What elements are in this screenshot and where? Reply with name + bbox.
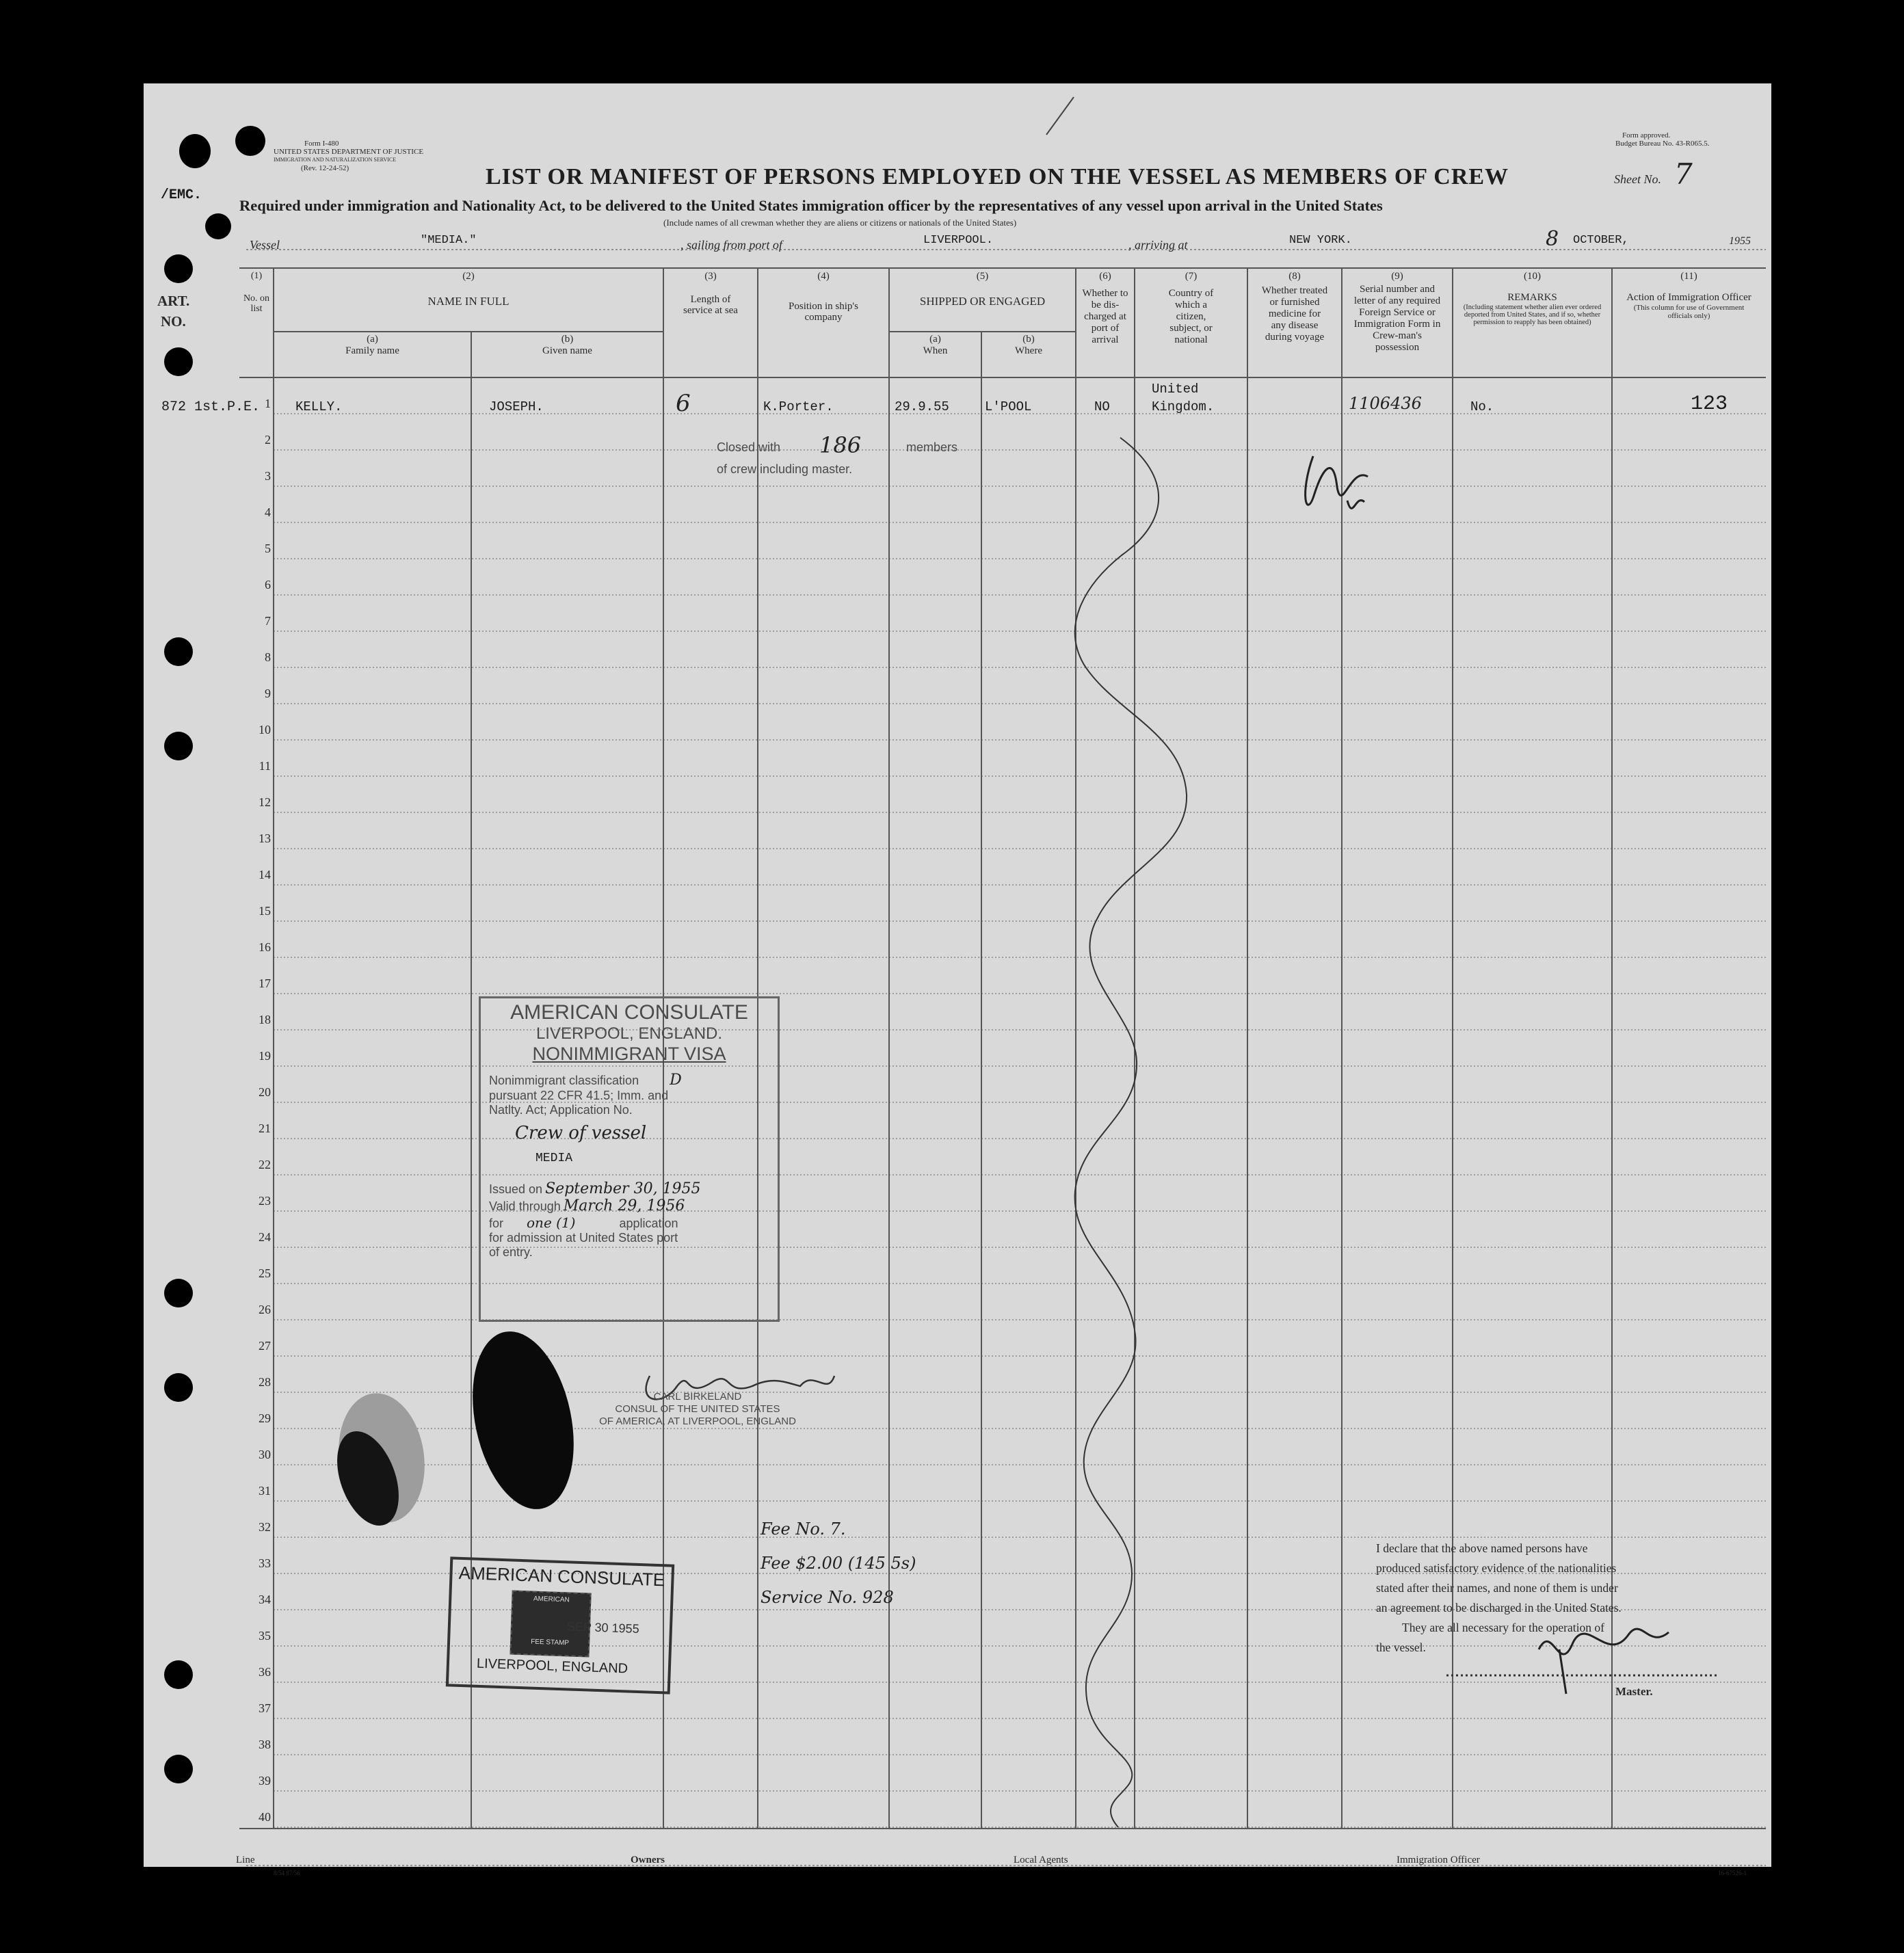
fee-stamp-box bbox=[446, 1556, 674, 1694]
col2b-number: (b) bbox=[561, 334, 574, 345]
col1-number: (1) bbox=[250, 271, 263, 281]
arriving-port: NEW YORK. bbox=[1289, 234, 1352, 247]
punch-hole bbox=[164, 1373, 193, 1402]
col10-number: (10) bbox=[1524, 271, 1541, 282]
col5a-header bbox=[889, 334, 981, 357]
col4-number: (4) bbox=[817, 271, 830, 282]
col11-number: (11) bbox=[1680, 271, 1697, 282]
row-number: 6 bbox=[265, 578, 271, 592]
approval-block bbox=[1615, 131, 1709, 148]
col8-label: Whether treated or furnished medicine for any disease during voyage bbox=[1261, 285, 1328, 343]
col5-number: (5) bbox=[976, 271, 989, 282]
visa-issued-line bbox=[489, 1180, 778, 1197]
row1-length-of-service: 6 bbox=[676, 390, 691, 417]
col2a-number: (a) bbox=[367, 334, 378, 345]
sailing-port: LIVERPOOL. bbox=[923, 234, 994, 247]
nonimmigrant-visa-stamp bbox=[479, 996, 780, 1322]
art-label: ART. bbox=[157, 293, 190, 309]
col8-header bbox=[1247, 271, 1342, 343]
row-number: 17 bbox=[259, 976, 271, 990]
row-number: 32 bbox=[259, 1520, 271, 1534]
department-name: UNITED STATES DEPARTMENT OF JUSTICE bbox=[274, 148, 424, 156]
classification-label: Nonimmigrant classification bbox=[489, 1074, 639, 1087]
row-number: 21 bbox=[259, 1121, 271, 1135]
col11-sublabel: (This column for use of Government officials only) bbox=[1633, 304, 1745, 320]
row-number: 33 bbox=[259, 1556, 271, 1570]
col5-header bbox=[889, 271, 1076, 308]
col2-number: (2) bbox=[462, 271, 475, 282]
budget-bureau: Budget Bureau No. 43-R065.5. bbox=[1615, 140, 1710, 148]
row1-officer-action: 123 bbox=[1691, 393, 1728, 416]
row1-shipped-when: 29.9.55 bbox=[895, 399, 949, 414]
col8-number: (8) bbox=[1288, 271, 1301, 282]
row-number: 3 bbox=[265, 469, 271, 483]
row1-position: K.Porter. bbox=[763, 399, 834, 414]
col9-header bbox=[1342, 271, 1453, 354]
row-number: 36 bbox=[259, 1665, 271, 1679]
footer-line-label: Line bbox=[236, 1855, 255, 1865]
consul-block bbox=[588, 1391, 807, 1428]
col2b-label: Given name bbox=[542, 345, 592, 356]
col7-header bbox=[1135, 271, 1247, 346]
crew-count: 186 bbox=[819, 432, 862, 458]
punch-hole bbox=[164, 1660, 193, 1689]
row1-family-name: KELLY. bbox=[295, 399, 343, 414]
col10-header bbox=[1453, 271, 1612, 326]
row1-shipped-where: L'POOL bbox=[985, 399, 1032, 414]
col5a-label: When bbox=[923, 345, 948, 356]
row-number: 16 bbox=[259, 940, 271, 954]
declaration-line5: They are all necessary for the operation of bbox=[1402, 1621, 1604, 1634]
consul-place: OF AMERICA, AT LIVERPOOL, ENGLAND bbox=[599, 1416, 796, 1427]
include-note: (Include names of all crewman whether they are aliens or citizens or nationals of the United States) bbox=[663, 217, 1017, 228]
row-number: 14 bbox=[259, 868, 271, 881]
visa-stamp-title: AMERICAN CONSULATE bbox=[510, 1001, 748, 1024]
visa-valid-line bbox=[489, 1197, 778, 1214]
declaration-line6: the vessel. bbox=[1376, 1640, 1426, 1654]
row-number: 9 bbox=[265, 687, 271, 700]
row1-remarks: No. bbox=[1470, 399, 1494, 414]
row-number: 29 bbox=[259, 1411, 271, 1425]
declaration-line1: I declare that the above named persons have bbox=[1376, 1541, 1588, 1555]
fee-stamp-date: SEP 30 1955 bbox=[566, 1619, 640, 1636]
row-number: 38 bbox=[259, 1738, 271, 1751]
col5a-number: (a) bbox=[929, 334, 941, 345]
col9-label: Serial number and letter of any required Foreign Service or Immigration Form in Crew-man's possession bbox=[1353, 284, 1441, 353]
manifest-page bbox=[144, 83, 1771, 1876]
row-number: 25 bbox=[259, 1266, 271, 1280]
footer-agents-label: Local Agents bbox=[1014, 1855, 1068, 1865]
row-number: 5 bbox=[265, 542, 271, 555]
master-declaration bbox=[1376, 1539, 1766, 1658]
form-id-block bbox=[274, 140, 423, 172]
consul-title: CONSUL OF THE UNITED STATES bbox=[615, 1403, 780, 1415]
service-name: IMMIGRATION AND NATURALIZATION SERVICE bbox=[274, 157, 397, 163]
closed-note-line2: of crew including master. bbox=[717, 462, 853, 476]
arrival-month: OCTOBER, bbox=[1573, 234, 1629, 247]
visa-stamp-city: LIVERPOOL, ENGLAND. bbox=[536, 1024, 723, 1043]
sheet-label: Sheet No. bbox=[1614, 172, 1661, 186]
row-number: 23 bbox=[259, 1194, 271, 1208]
row-number: 1 bbox=[265, 397, 271, 410]
fee-stamp-top: AMERICAN bbox=[533, 1595, 570, 1604]
punch-hole bbox=[164, 347, 193, 376]
vessel-label: Vessel bbox=[250, 238, 280, 252]
wavy-line bbox=[1075, 438, 1187, 1827]
col6-number: (6) bbox=[1099, 271, 1111, 282]
col4-label: Position in ship's company bbox=[789, 301, 858, 323]
col1-label: No. on list bbox=[243, 293, 270, 314]
closed-with-label: Closed with bbox=[717, 440, 781, 454]
col6-header bbox=[1076, 271, 1135, 346]
article-entry: 872 1st.P.E. bbox=[161, 399, 261, 415]
footer-code: 8/54 87/56 bbox=[274, 1870, 300, 1876]
inspector-initials bbox=[1306, 456, 1368, 508]
punch-hole bbox=[164, 732, 193, 760]
classification-value: D bbox=[670, 1072, 682, 1089]
col11-header bbox=[1612, 271, 1766, 320]
approval-line: Form approved. bbox=[1622, 131, 1671, 140]
footer-owners-label: Owners bbox=[631, 1855, 665, 1865]
fee-number: Fee No. 7. bbox=[761, 1519, 846, 1539]
row-number: 37 bbox=[259, 1701, 271, 1715]
application-label: application bbox=[619, 1217, 678, 1230]
row-number: 18 bbox=[259, 1013, 271, 1026]
punch-hole bbox=[205, 213, 231, 239]
embossed-seal-dark bbox=[458, 1322, 589, 1518]
col6-label: Whether to be dis-charged at port of arrival bbox=[1082, 288, 1128, 345]
row-number: 34 bbox=[259, 1593, 271, 1606]
punch-hole bbox=[164, 1755, 193, 1783]
col10-sublabel: (Including statement whether alien ever ordered deported from United States, and if so, whether permission to reapply has been obtained) bbox=[1463, 304, 1602, 326]
punch-hole bbox=[164, 254, 193, 283]
issued-date: September 30, 1955 bbox=[545, 1180, 701, 1197]
col2-header bbox=[274, 271, 663, 308]
valid-label: Valid through bbox=[489, 1199, 561, 1213]
master-label: Master. bbox=[1615, 1685, 1653, 1698]
form-number: Form I-480 bbox=[304, 140, 339, 148]
row-number: 31 bbox=[259, 1484, 271, 1498]
for-value: one (1) bbox=[527, 1214, 576, 1231]
fee-stamp-title: AMERICAN CONSULATE bbox=[458, 1562, 665, 1591]
manifest-title: LIST OR MANIFEST OF PERSONS EMPLOYED ON THE VESSEL AS MEMBERS OF CREW bbox=[486, 164, 1509, 189]
col7-label: Country of which a citizen, subject, or national bbox=[1168, 288, 1214, 345]
fee-stamp-city: LIVERPOOL, ENGLAND bbox=[476, 1656, 629, 1677]
fee-amount: Fee $2.00 (145 5s) bbox=[761, 1554, 916, 1573]
row1-country-line2: Kingdom. bbox=[1152, 399, 1215, 414]
valid-date: March 29, 1956 bbox=[563, 1197, 685, 1214]
col3-number: (3) bbox=[704, 271, 717, 282]
punch-hole bbox=[235, 126, 265, 156]
row-number: 12 bbox=[259, 795, 271, 809]
col10-label: REMARKS bbox=[1507, 292, 1557, 303]
punch-hole bbox=[164, 1279, 193, 1307]
row1-serial-number: 1106436 bbox=[1349, 394, 1422, 413]
visa-vessel: MEDIA bbox=[536, 1152, 573, 1165]
row-number: 27 bbox=[259, 1339, 271, 1353]
row-number: 7 bbox=[265, 614, 271, 628]
vessel-name: "MEDIA." bbox=[421, 234, 477, 247]
row1-country-line1: United bbox=[1152, 382, 1199, 397]
sheet-number: 7 bbox=[1674, 157, 1693, 191]
col3-header bbox=[663, 271, 758, 316]
declaration-line3: stated after their names, and none of them is under bbox=[1376, 1581, 1618, 1595]
row-number: 30 bbox=[259, 1448, 271, 1461]
for-label: for bbox=[489, 1217, 504, 1230]
punch-hole bbox=[164, 637, 193, 666]
row-number: 35 bbox=[259, 1629, 271, 1643]
sailing-label: , sailing from port of bbox=[680, 238, 782, 252]
row-number: 26 bbox=[259, 1303, 271, 1316]
col5b-header bbox=[981, 334, 1076, 357]
footer-code2: 16-67526-1 bbox=[1718, 1870, 1747, 1876]
row-number: 8 bbox=[265, 650, 271, 664]
col2b-header bbox=[471, 334, 663, 357]
issued-label: Issued on bbox=[489, 1182, 543, 1196]
fee-stamp-bottom: FEE STAMP bbox=[530, 1638, 570, 1647]
row-number: 39 bbox=[259, 1774, 271, 1788]
no-label: NO. bbox=[161, 313, 186, 330]
row-number: 19 bbox=[259, 1049, 271, 1063]
consul-name: CARL BIRKELAND bbox=[653, 1391, 742, 1403]
arrival-day: 8 bbox=[1546, 227, 1559, 251]
col5b-label: Where bbox=[1015, 345, 1042, 356]
col4-header bbox=[758, 271, 889, 323]
row-number: 28 bbox=[259, 1375, 271, 1389]
col9-number: (9) bbox=[1391, 271, 1403, 282]
visa-for-line bbox=[489, 1214, 778, 1231]
row-number: 2 bbox=[265, 433, 271, 447]
row-number: 40 bbox=[259, 1810, 271, 1824]
row-number: 10 bbox=[259, 723, 271, 736]
col5b-number: (b) bbox=[1022, 334, 1035, 345]
service-number: Service No. 928 bbox=[761, 1588, 894, 1607]
row-number: 20 bbox=[259, 1085, 271, 1099]
row-number: 15 bbox=[259, 904, 271, 918]
declaration-line4: an agreement to be discharged in the United States. bbox=[1376, 1601, 1622, 1615]
visa-crew: Crew of vessel bbox=[515, 1123, 647, 1143]
col5-label: SHIPPED OR ENGAGED bbox=[919, 295, 1046, 308]
row-number: 22 bbox=[259, 1158, 271, 1171]
revision-date: (Rev. 12-24-52) bbox=[301, 164, 349, 172]
manifest-subtitle: Required under immigration and Nationality Act, to be delivered to the United States immigration officer by the representatives of any vessel upon arrival in the United States bbox=[239, 197, 1383, 214]
col3-label: Length of service at sea bbox=[683, 294, 738, 316]
members-label: members bbox=[906, 440, 958, 454]
visa-pursuant: pursuant 22 CFR 41.5; Imm. and bbox=[489, 1089, 669, 1102]
row1-given-name: JOSEPH. bbox=[489, 399, 544, 414]
col7-number: (7) bbox=[1185, 271, 1198, 282]
arriving-label: , arriving at bbox=[1128, 238, 1188, 252]
emc-mark: /EMC. bbox=[161, 187, 202, 203]
col1-header bbox=[239, 271, 274, 314]
visa-admission: for admission at United States port bbox=[489, 1231, 678, 1245]
visa-natlty: Natlty. Act; Application No. bbox=[489, 1103, 633, 1117]
row1-discharged: NO bbox=[1094, 399, 1110, 414]
visa-stamp-type: NONIMMIGRANT VISA bbox=[532, 1044, 726, 1064]
col2-label: NAME IN FULL bbox=[427, 295, 510, 308]
row-number: 13 bbox=[259, 832, 271, 845]
row-number: 4 bbox=[265, 505, 271, 519]
footer-officer-label: Immigration Officer bbox=[1397, 1855, 1480, 1865]
row-number: 24 bbox=[259, 1230, 271, 1244]
visa-entry: of entry. bbox=[489, 1245, 533, 1259]
row-number: 11 bbox=[259, 759, 271, 773]
declaration-line2: produced satisfactory evidence of the nationalities bbox=[1376, 1561, 1617, 1575]
col2a-header bbox=[274, 334, 471, 357]
punch-hole bbox=[179, 134, 211, 168]
col11-label: Action of Immigration Officer bbox=[1626, 292, 1751, 303]
visa-classification-line bbox=[489, 1072, 778, 1089]
arrival-year: 1955 bbox=[1729, 235, 1751, 247]
col2a-label: Family name bbox=[345, 345, 399, 356]
